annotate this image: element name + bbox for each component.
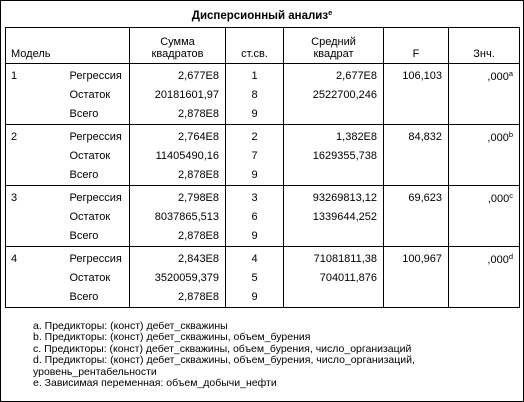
footnote-line: a. Предикторы: (конст) дебет_скважины bbox=[33, 320, 228, 332]
header-sum-of-squares bbox=[130, 28, 226, 64]
table-row bbox=[6, 85, 520, 104]
sig-footnote-mark: a bbox=[508, 69, 514, 78]
header-sig: Знч. bbox=[449, 28, 520, 64]
source-cell: Регрессия bbox=[69, 70, 122, 82]
source-cell: Остаток bbox=[69, 271, 111, 284]
footnote-line: e. Зависимая переменная: объем_добычи_нефти bbox=[33, 377, 277, 390]
f-cell bbox=[384, 85, 449, 104]
model-number-cell: 4 bbox=[6, 247, 52, 269]
mean-square-cell: 2,677E8 bbox=[284, 64, 384, 86]
source-cell: Регрессия bbox=[69, 192, 122, 204]
f-cell bbox=[384, 104, 449, 125]
sig-value: ,000 bbox=[487, 254, 509, 266]
header-mean-square bbox=[284, 28, 384, 64]
sig-cell bbox=[449, 268, 520, 287]
sig-cell bbox=[449, 287, 520, 308]
footnote-line: уровень_рентабельности bbox=[33, 365, 157, 378]
sig-cell bbox=[449, 207, 520, 226]
table-row bbox=[6, 165, 520, 186]
table-footnotes bbox=[33, 321, 415, 389]
model-number-cell bbox=[6, 165, 52, 186]
sum-of-squares-cell: 2,843E8 bbox=[130, 247, 226, 269]
table-row bbox=[6, 207, 520, 226]
df-cell: 8 bbox=[226, 85, 284, 104]
df-cell: 4 bbox=[226, 247, 284, 269]
sum-of-squares-cell: 2,878E8 bbox=[130, 165, 226, 186]
table-title-footnote-mark: e bbox=[328, 8, 333, 17]
source-cell: Всего bbox=[52, 226, 130, 247]
sig-cell bbox=[449, 64, 520, 86]
sig-cell bbox=[449, 165, 520, 186]
sum-of-squares-cell: 2,878E8 bbox=[130, 104, 226, 125]
sum-of-squares-cell: 2,764E8 bbox=[130, 125, 226, 147]
model-number-cell bbox=[6, 104, 52, 125]
df-cell: 9 bbox=[226, 287, 284, 308]
table-row bbox=[6, 125, 520, 147]
mean-square-cell: 2522700,246 bbox=[284, 85, 384, 104]
model-number-cell bbox=[6, 85, 52, 104]
mean-square-cell bbox=[284, 165, 384, 186]
footnote-line: d. Предикторы: (конст) дебет_скважины, объем_бурения, число_организаций, bbox=[33, 354, 415, 367]
footnote-line: c. Предикторы: (конст) дебет_скважины, объем_бурения, число_организаций bbox=[33, 342, 412, 355]
sig-cell bbox=[449, 226, 520, 247]
mean-square-cell bbox=[284, 104, 384, 125]
df-cell: 1 bbox=[226, 64, 284, 86]
mean-square-cell: 1,382E8 bbox=[284, 125, 384, 147]
table-row bbox=[6, 104, 520, 125]
sig-cell bbox=[449, 104, 520, 125]
source-cell: Остаток bbox=[69, 210, 111, 223]
sum-of-squares-cell: 3520059,379 bbox=[130, 268, 226, 287]
df-cell: 9 bbox=[226, 226, 284, 247]
table-row bbox=[6, 247, 520, 269]
f-cell bbox=[384, 207, 449, 226]
mean-square-cell: 704011,876 bbox=[284, 268, 384, 287]
source-cell: Всего bbox=[52, 104, 130, 125]
footnote-line: b. Предикторы: (конст) дебет_скважины, объем_бурения bbox=[33, 331, 311, 344]
table-row bbox=[6, 186, 520, 208]
sum-of-squares-cell: 2,798E8 bbox=[130, 186, 226, 208]
sig-cell bbox=[449, 186, 520, 208]
sig-footnote-mark: d bbox=[508, 252, 514, 261]
table-row bbox=[6, 268, 520, 287]
df-cell: 6 bbox=[226, 207, 284, 226]
source-cell: Регрессия bbox=[69, 131, 122, 143]
f-cell bbox=[384, 287, 449, 308]
sig-value: ,000 bbox=[487, 193, 510, 205]
header-mean-square-text: Средний квадрат bbox=[311, 36, 356, 60]
table-row bbox=[6, 64, 520, 86]
df-cell: 7 bbox=[226, 146, 284, 165]
sum-of-squares-cell: 2,878E8 bbox=[130, 226, 226, 247]
model-number-cell bbox=[6, 146, 52, 165]
sig-value: ,000 bbox=[487, 132, 509, 144]
df-cell: 3 bbox=[226, 186, 284, 208]
header-sum-of-squares-text: Сумма квадратов bbox=[151, 36, 204, 60]
f-cell bbox=[384, 165, 449, 186]
header-f: F bbox=[384, 28, 449, 64]
f-cell: 100,967 bbox=[384, 247, 449, 269]
table-header bbox=[6, 28, 520, 64]
mean-square-cell bbox=[284, 287, 384, 308]
mean-square-cell: 71081811,38 bbox=[284, 247, 384, 269]
model-number-cell bbox=[6, 287, 52, 308]
mean-square-cell: 1629355,738 bbox=[284, 146, 384, 165]
mean-square-cell bbox=[284, 226, 384, 247]
sum-of-squares-cell: 2,878E8 bbox=[130, 287, 226, 308]
table-body bbox=[6, 64, 520, 308]
f-cell bbox=[384, 146, 449, 165]
f-cell: 106,103 bbox=[384, 64, 449, 86]
table-row bbox=[6, 146, 520, 165]
anova-table bbox=[5, 27, 520, 308]
sig-cell bbox=[449, 146, 520, 165]
mean-square-cell: 1339644,252 bbox=[284, 207, 384, 226]
sig-footnote-mark: c bbox=[509, 191, 514, 200]
model-number-cell bbox=[6, 268, 52, 287]
sig-cell bbox=[449, 125, 520, 147]
model-number-cell bbox=[6, 207, 52, 226]
sum-of-squares-cell: 8037865,513 bbox=[130, 207, 226, 226]
sum-of-squares-cell: 11405490,16 bbox=[130, 146, 226, 165]
df-cell: 9 bbox=[226, 165, 284, 186]
header-model: Модель bbox=[6, 28, 130, 64]
table-title bbox=[1, 8, 523, 22]
f-cell bbox=[384, 226, 449, 247]
source-cell: Остаток bbox=[69, 149, 111, 162]
sig-value: ,000 bbox=[487, 71, 509, 83]
table-row bbox=[6, 226, 520, 247]
source-cell: Регрессия bbox=[69, 253, 122, 265]
source-cell: Всего bbox=[52, 287, 130, 308]
table-row bbox=[6, 287, 520, 308]
df-cell: 5 bbox=[226, 268, 284, 287]
df-cell: 9 bbox=[226, 104, 284, 125]
header-df: ст.св. bbox=[226, 28, 284, 64]
sum-of-squares-cell: 2,677E8 bbox=[130, 64, 226, 86]
sum-of-squares-cell: 20181601,97 bbox=[130, 85, 226, 104]
source-cell: Остаток bbox=[69, 88, 111, 101]
df-cell: 2 bbox=[226, 125, 284, 147]
model-number-cell bbox=[6, 226, 52, 247]
model-number-cell: 1 bbox=[6, 64, 52, 86]
sig-cell bbox=[449, 85, 520, 104]
mean-square-cell: 93269813,12 bbox=[284, 186, 384, 208]
model-number-cell: 2 bbox=[6, 125, 52, 147]
sig-cell bbox=[449, 247, 520, 269]
table-title-text: Дисперсионный анализ bbox=[191, 10, 329, 22]
f-cell bbox=[384, 268, 449, 287]
f-cell: 69,623 bbox=[384, 186, 449, 208]
f-cell: 84,832 bbox=[384, 125, 449, 147]
source-cell: Всего bbox=[52, 165, 130, 186]
model-number-cell: 3 bbox=[6, 186, 52, 208]
sig-footnote-mark: b bbox=[508, 130, 514, 139]
